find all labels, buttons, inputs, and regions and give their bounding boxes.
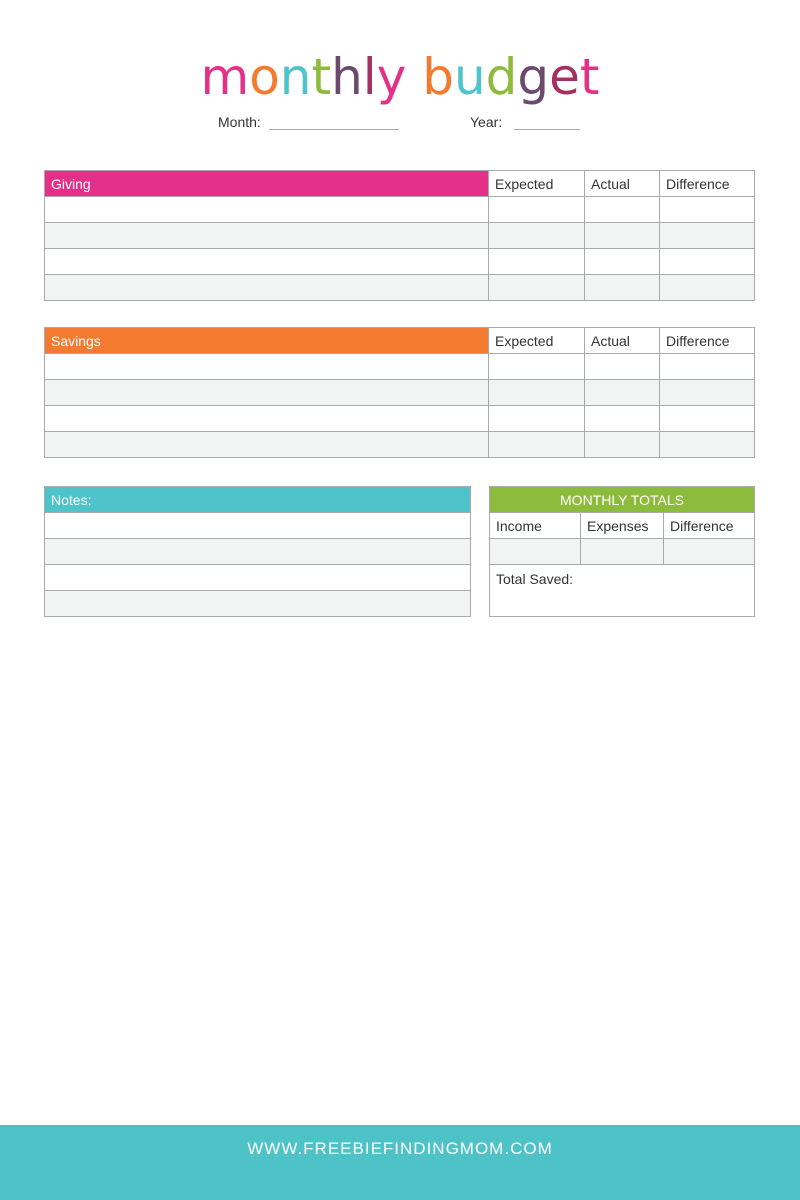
footer-url: WWW.FREEBIEFINDINGMOM.COM: [0, 1125, 800, 1200]
page-title: [0, 48, 800, 106]
table-row[interactable]: [45, 406, 755, 432]
notes-row[interactable]: [45, 565, 471, 591]
title-letter: m: [200, 48, 250, 106]
month-label: Month:: [218, 114, 261, 130]
year-field[interactable]: [470, 114, 580, 130]
month-line[interactable]: [269, 114, 399, 130]
col-expected: Expected: [489, 328, 585, 354]
title-letter: e: [549, 48, 580, 106]
table-row[interactable]: [45, 354, 755, 380]
giving-header: Giving: [45, 171, 489, 197]
title-letter: o: [249, 48, 280, 106]
col-expected: Expected: [489, 171, 585, 197]
title-letter: b: [422, 48, 454, 106]
notes-table: [44, 486, 471, 617]
title-letter: [406, 48, 422, 106]
savings-header: Savings: [45, 328, 489, 354]
month-field[interactable]: [218, 114, 399, 130]
title-letter: l: [362, 48, 377, 106]
col-actual: Actual: [585, 171, 660, 197]
year-line[interactable]: [514, 114, 580, 130]
giving-table: [44, 170, 755, 301]
col-difference: Difference: [660, 328, 755, 354]
table-row[interactable]: [45, 432, 755, 458]
total-saved-cell[interactable]: [490, 565, 755, 617]
title-letter: n: [279, 48, 312, 106]
table-row[interactable]: [45, 275, 755, 301]
totals-row[interactable]: [490, 539, 755, 565]
title-letter: u: [453, 48, 486, 106]
col-expenses: Expenses: [581, 513, 664, 539]
title-letter: t: [311, 48, 332, 106]
table-row[interactable]: [45, 223, 755, 249]
savings-table: [44, 327, 755, 458]
table-row[interactable]: [45, 380, 755, 406]
total-saved-label: Total Saved:: [496, 571, 574, 587]
col-difference: Difference: [660, 171, 755, 197]
title-letter: d: [485, 48, 518, 106]
col-actual: Actual: [585, 328, 660, 354]
table-row[interactable]: [45, 249, 755, 275]
totals-header: MONTHLY TOTALS: [490, 487, 755, 513]
title-letter: h: [331, 48, 363, 106]
notes-row[interactable]: [45, 591, 471, 617]
totals-table: [489, 486, 755, 617]
col-difference: Difference: [664, 513, 755, 539]
col-income: Income: [490, 513, 581, 539]
notes-header: Notes:: [45, 487, 471, 513]
table-row[interactable]: [45, 197, 755, 223]
year-label: Year:: [470, 114, 503, 130]
title-letter: y: [376, 48, 407, 106]
title-letter: g: [517, 48, 550, 106]
title-letter: t: [579, 48, 600, 106]
notes-row[interactable]: [45, 539, 471, 565]
notes-row[interactable]: [45, 513, 471, 539]
